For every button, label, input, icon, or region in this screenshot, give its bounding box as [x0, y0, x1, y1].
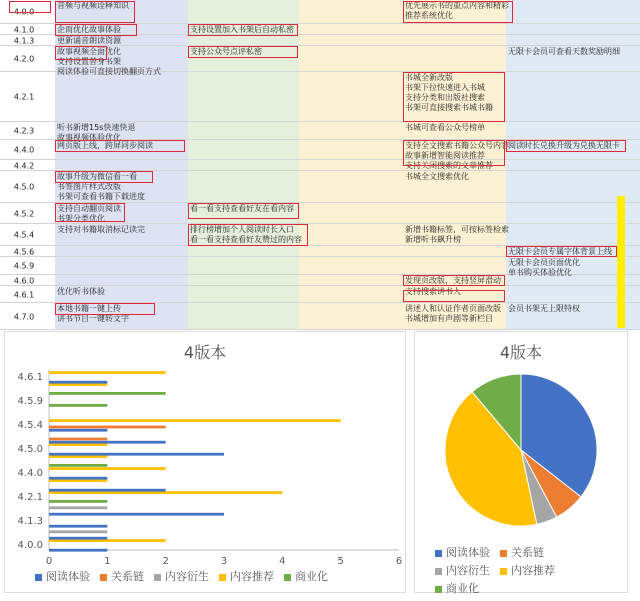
cell-read: 企而优化故事体验 [57, 25, 121, 34]
bar-内容衍生 [49, 530, 107, 533]
legend-label: 内容衍生 [165, 570, 209, 583]
highlight-box [55, 203, 125, 222]
cell-business: 无限卡会员专属字体背景上线 [508, 247, 612, 256]
y-tick-label: 4.2.1 [17, 492, 43, 503]
version-label: 4.2.1 [13, 92, 35, 102]
cell-relation: 看一看支持查看好友在看内容 [190, 204, 294, 213]
highlight-box [55, 303, 155, 315]
cell-read: 故事升级为微信看一看 书签图片样式改版 书架可查看书籍下载进度 [57, 172, 145, 201]
sheet-row [0, 122, 640, 140]
legend-item [500, 544, 544, 562]
version-label: 4.6.1 [13, 290, 35, 299]
legend-item [100, 568, 144, 584]
legend-item [435, 580, 479, 598]
version-label: 4.7.0 [13, 312, 35, 321]
bar-内容推荐 [49, 479, 107, 482]
version-label: 4.2.3 [13, 126, 35, 136]
cell-read: 音频与视频诠释知识 [57, 1, 129, 10]
legend-label: 关系链 [511, 546, 544, 559]
bar-chart [5, 362, 405, 582]
bar-阅读体验 [49, 489, 166, 492]
bar-阅读体验 [49, 381, 107, 384]
legend-label: 内容推荐 [230, 570, 274, 583]
bar-内容衍生 [49, 506, 107, 509]
y-tick-label: 4.0.0 [17, 540, 43, 551]
cell-business: 会员书架无上限特权 [508, 304, 580, 313]
row-divider [0, 329, 640, 330]
legend-label: 阅读体验 [46, 570, 90, 583]
highlight-box [55, 46, 107, 60]
cell-recommend: 支持搜索讲书人 [405, 287, 461, 296]
legend-swatch [219, 574, 226, 581]
x-tick-label: 5 [337, 556, 344, 567]
highlight-box [403, 275, 505, 286]
cell-recommend: 书城全新改版 书架下拉快速进入书城 支持分类和出版社搜索 书架可直接搜索书城书籍 [405, 73, 493, 112]
bar-阅读体验 [49, 453, 224, 456]
x-tick-label: 4 [279, 556, 286, 567]
cell-relation: 排行榜增加个人阅读时长入口 看一看支持查看好友赞过的内容 [190, 225, 302, 244]
cell-business: 阅读时长兑换升级为兑换无限卡 [508, 141, 620, 150]
bar-chart-panel [4, 331, 406, 593]
y-tick-label: 4.5.0 [17, 444, 43, 455]
version-label: 4.5.2 [13, 209, 35, 218]
cell-read: 网页版上线，跨屏同步阅读 [57, 141, 153, 150]
x-tick-label: 3 [220, 556, 228, 567]
legend-item [284, 568, 328, 584]
pie-chart-title: 4版本 [499, 343, 543, 362]
version-label: 4.6.0 [13, 276, 35, 285]
highlight-box [55, 140, 185, 152]
cell-recommend: 支持全文搜索书籍公众号内容 故事新增智能阅读推荐 [405, 141, 509, 160]
bar-商业化 [49, 464, 107, 467]
highlight-box [55, 24, 137, 36]
sheet-row [0, 72, 640, 122]
bar-内容推荐 [49, 419, 341, 422]
cell-read: 支持自动翻页阅读 书架分类优化 [57, 204, 121, 223]
bar-内容推荐 [49, 455, 107, 458]
legend-label: 内容推荐 [511, 564, 555, 577]
legend-swatch [435, 586, 442, 593]
legend-label: 商业化 [446, 582, 479, 595]
legend-label: 商业化 [295, 570, 328, 583]
highlight-box [188, 203, 299, 219]
bar-阅读体验 [49, 537, 107, 540]
legend-label: 内容衍生 [446, 564, 490, 577]
y-tick-label: 4.1.3 [17, 516, 43, 527]
cell-recommend: 新增书籍标签，可按标签检索 新增听书飙升榜 [405, 225, 509, 244]
cell-recommend: 支持关闭搜索的文章推荐 [405, 161, 493, 170]
bar-chart-title: 4版本 [183, 343, 227, 362]
legend-label: 关系链 [111, 570, 144, 583]
sheet-row [0, 224, 640, 246]
highlight-box [55, 171, 153, 183]
pie-chart [415, 364, 627, 534]
cell-read: 更新诵音朗读资源 [57, 36, 121, 45]
x-tick-label: 2 [162, 556, 169, 567]
y-tick-label: 4.4.0 [17, 468, 43, 479]
legend-item [435, 544, 490, 562]
legend-swatch [284, 574, 291, 581]
cell-derive: 支持设置加入书架后自动私密 [190, 25, 294, 34]
legend-item [435, 562, 490, 580]
sheet-row [0, 160, 640, 171]
legend-swatch [35, 574, 42, 581]
bar-内容推荐 [49, 383, 107, 386]
cell-read: 本地书籍一键上传 讲书节目一键转文字 [57, 304, 129, 323]
version-label: 4.5.4 [13, 230, 35, 240]
highlight-box [188, 224, 308, 246]
legend-item [35, 568, 90, 584]
legend-swatch [154, 574, 161, 581]
sheet-row [0, 286, 640, 303]
bar-商业化 [49, 404, 107, 407]
pie-chart-legend [435, 544, 615, 598]
bar-关系链 [49, 426, 166, 429]
pie-chart-panel [414, 331, 628, 593]
bar-阅读体验 [49, 549, 107, 552]
cell-recommend: 优先展示书的重点内容和精彩 推荐系统优化 [405, 1, 509, 20]
cell-recommend: 书城全文搜索优化 [405, 172, 469, 181]
version-label: 4.4.0 [13, 145, 35, 155]
cell-business: 无限卡会员页面优化 单书购买体验优化 [508, 258, 580, 277]
highlight-box [188, 24, 298, 36]
legend-swatch [500, 550, 507, 557]
x-tick-label: 0 [45, 556, 53, 567]
version-label: 4.5.6 [13, 247, 35, 256]
version-label: 4.5.9 [13, 261, 35, 271]
x-tick-label: 6 [395, 556, 403, 567]
cell-read: 优化听书体验 [57, 287, 105, 296]
bar-阅读体验 [49, 477, 107, 480]
x-tick-label: 1 [104, 556, 111, 567]
highlight-box [403, 290, 505, 302]
legend-swatch [435, 550, 442, 557]
bar-内容推荐 [49, 467, 166, 470]
y-tick-label: 4.5.9 [17, 396, 43, 407]
legend-item [500, 562, 555, 580]
highlight-box [55, 1, 135, 23]
bar-阅读体验 [49, 525, 107, 528]
cell-read: 听书新增15s快速快退 故事视频体验优化 [57, 123, 136, 142]
yellow-scroll-marker [617, 196, 625, 328]
bar-内容推荐 [49, 491, 282, 494]
version-label: 4.1.0 [13, 25, 35, 34]
cell-derive: 支持公众号点评私密 [190, 47, 262, 56]
bar-chart-legend [35, 568, 338, 584]
bar-内容推荐 [49, 371, 166, 374]
cell-recommend: 讲述人和认证作者页面改版 书城增加有声剧等新栏目 [405, 304, 501, 323]
cell-recommend: 发现页改版，支持竖屏滑动 [405, 276, 501, 285]
legend-swatch [100, 574, 107, 581]
legend-label: 阅读体验 [446, 546, 490, 559]
bar-商业化 [49, 500, 107, 503]
y-tick-label: 4.6.1 [17, 372, 43, 383]
version-label: 4.5.0 [13, 182, 35, 192]
bar-关系链 [49, 438, 107, 441]
legend-item [219, 568, 274, 584]
bar-阅读体验 [49, 441, 166, 444]
sheet-row [0, 35, 640, 46]
bar-内容推荐 [49, 443, 107, 446]
sheet-row [0, 275, 640, 286]
highlight-box [403, 1, 513, 23]
highlight-box [403, 72, 505, 122]
highlight-box [506, 246, 617, 257]
highlight-box [403, 140, 505, 166]
highlight-box [9, 1, 51, 13]
cell-recommend: 书城可查看公众号榜单 [405, 123, 485, 132]
version-label: 4.0.0 [13, 7, 35, 17]
version-label: 4.2.0 [13, 54, 35, 64]
highlight-box [188, 46, 298, 58]
version-label: 4.1.3 [13, 36, 35, 45]
cell-read: 故事视频全面优化 支持设置替身书架 阅读体验可直接切换翻页方式 [57, 47, 161, 76]
legend-item [154, 568, 209, 584]
cell-read: 支持对书籍取消标记读完 [57, 225, 145, 234]
bar-阅读体验 [49, 429, 107, 432]
y-tick-label: 4.5.4 [17, 420, 43, 431]
highlight-box [506, 140, 626, 152]
version-label: 4.4.2 [13, 161, 35, 170]
legend-swatch [435, 568, 442, 575]
legend-swatch [500, 568, 507, 575]
sheet-row [0, 257, 640, 275]
cell-business: 无限卡会员可查看天数奖励明细 [508, 47, 620, 56]
bar-内容推荐 [49, 539, 166, 542]
bar-商业化 [49, 392, 166, 395]
bar-阅读体验 [49, 513, 224, 516]
